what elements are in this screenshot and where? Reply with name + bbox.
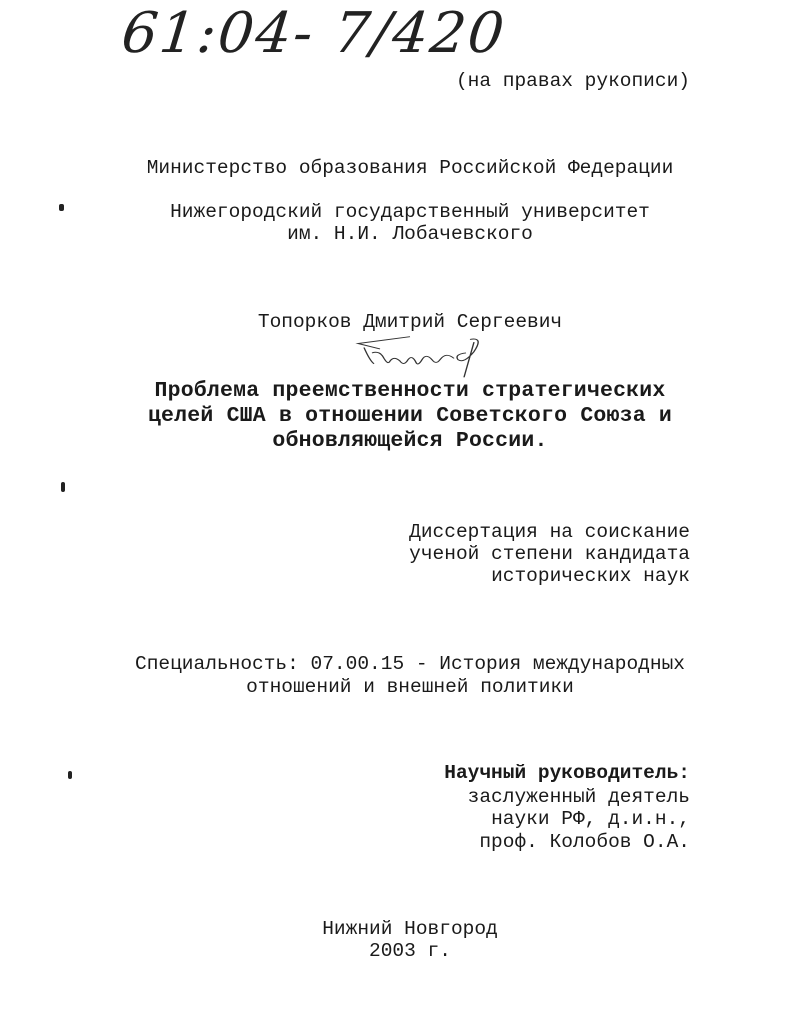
supervisor-line-3: проф. Колобов О.А. bbox=[479, 831, 690, 853]
scan-speck bbox=[59, 204, 64, 211]
city: Нижний Новгород bbox=[322, 918, 498, 940]
scan-speck bbox=[68, 771, 72, 779]
degree-line-3: исторических наук bbox=[491, 565, 690, 587]
university-named-after: им. Н.И. Лобачевского bbox=[287, 223, 533, 245]
specialty-line-2: отношений и внешней политики bbox=[246, 676, 574, 698]
author-signature bbox=[350, 334, 485, 378]
author-name: Топорков Дмитрий Сергеевич bbox=[257, 311, 563, 333]
degree-line-2: ученой степени кандидата bbox=[409, 543, 690, 565]
supervisor-line-2: науки РФ, д.и.н., bbox=[491, 808, 690, 830]
rights-note: (на правах рукописи) bbox=[455, 70, 690, 92]
specialty-line-1: Специальность: 07.00.15 - История международных bbox=[135, 653, 685, 675]
dissertation-title-line-3: обновляющейся России. bbox=[272, 429, 548, 453]
supervisor-line-1: заслуженный деятель bbox=[467, 786, 690, 808]
degree-line-1: Диссертация на соискание bbox=[409, 521, 690, 543]
supervisor-label: Научный руководитель: bbox=[444, 762, 690, 784]
university-name: Нижегородский государственный университет bbox=[170, 201, 650, 223]
dissertation-title-line-1: Проблема преемственности стратегических bbox=[154, 379, 666, 403]
scan-speck bbox=[61, 482, 65, 492]
handwritten-archive-number: 61:04- 7/420 bbox=[118, 1, 509, 66]
ministry: Министерство образования Российской Федерации bbox=[146, 157, 674, 179]
year: 2003 г. bbox=[369, 940, 451, 962]
dissertation-title-line-2: целей США в отношении Советского Союза и bbox=[147, 404, 673, 428]
